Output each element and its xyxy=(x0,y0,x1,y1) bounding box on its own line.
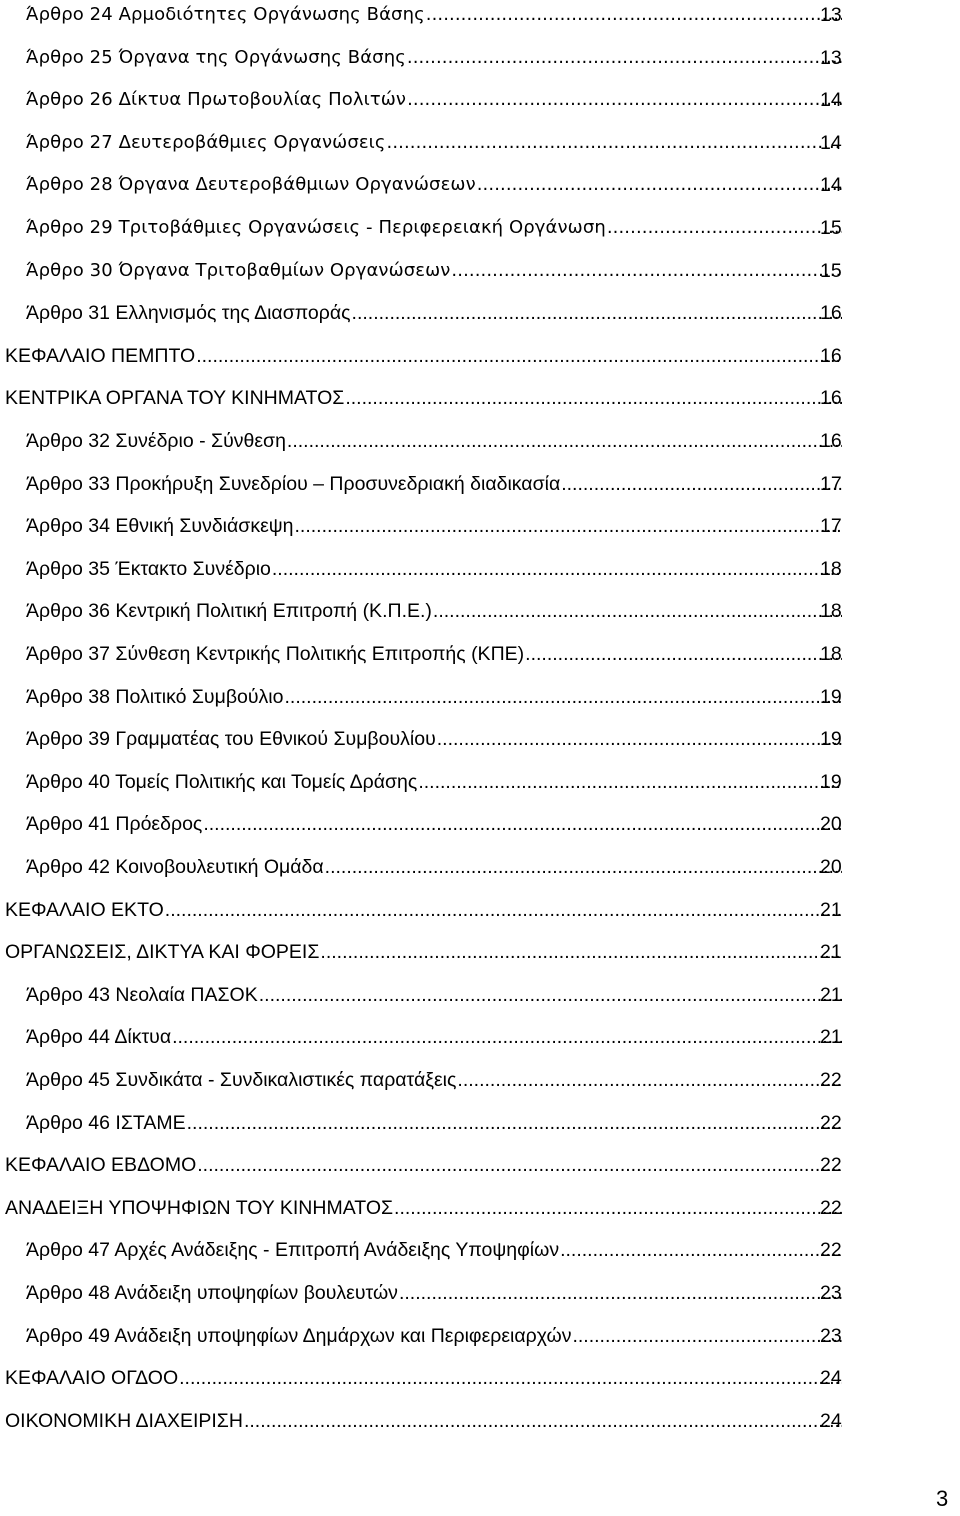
toc-entry-title: Άρθρο 44 Δίκτυα xyxy=(26,1026,172,1049)
toc-entry-line xyxy=(26,213,843,243)
toc-entry-page: 20 xyxy=(820,813,842,836)
toc-dot-leader xyxy=(572,1321,842,1351)
toc-dot-leader xyxy=(477,170,842,200)
toc-entry-page: 13 xyxy=(820,46,842,69)
toc-entry-title: Άρθρο 37 Σύνθεση Κεντρικής Πολιτικής Επιτροπής (ΚΠΕ) xyxy=(26,643,525,665)
toc-dot-leader xyxy=(284,682,842,712)
toc-entry-page: 17 xyxy=(820,472,842,495)
toc-entry-title: Άρθρο 47 Αρχές Ανάδειξης - Επιτροπή Ανάδειξης Υποψηφίων xyxy=(26,1239,560,1262)
toc-entry-line xyxy=(26,980,843,1010)
toc-entry-title: Άρθρο 48 Ανάδειξη υποψηφίων βουλευτών xyxy=(26,1282,398,1304)
toc-entry-title: ΚΕΦΑΛΑΙΟ ΕΒΔΟΜΟ xyxy=(5,1154,197,1177)
toc-dot-leader xyxy=(179,1363,842,1393)
toc-entry[interactable] xyxy=(0,1278,960,1308)
toc-entry-page: 16 xyxy=(820,344,842,367)
toc-entry-page: 21 xyxy=(820,983,842,1006)
toc-entry-line xyxy=(26,724,843,754)
toc-entry-line xyxy=(5,937,843,967)
toc-entry[interactable] xyxy=(0,128,960,158)
toc-entry-page: 24 xyxy=(820,1409,842,1432)
toc-entry-page: 16 xyxy=(820,302,842,325)
toc-entry-page: 18 xyxy=(820,643,842,665)
toc-entry-title: Άρθρο 35 Έκτακτο Συνέδριο xyxy=(26,557,271,580)
toc-entry-title: Άρθρο 49 Ανάδειξη υποψηφίων Δημάρχων και Περιφερειαρχών xyxy=(26,1324,572,1347)
toc-entry-page: 23 xyxy=(820,1282,842,1304)
toc-entry-title: ΚΕΦΑΛΑΙΟ ΕΚΤΟ xyxy=(5,898,164,921)
toc-entry-page: 13 xyxy=(820,4,842,26)
toc-entry-page: 14 xyxy=(820,174,842,197)
toc-entry[interactable] xyxy=(0,1406,960,1436)
toc-dot-leader xyxy=(407,85,842,115)
toc-entry-page: 19 xyxy=(820,685,842,708)
toc-entry-page: 19 xyxy=(820,770,842,793)
toc-dot-leader xyxy=(437,724,842,754)
toc-entry[interactable] xyxy=(0,170,960,200)
toc-dot-leader xyxy=(451,256,842,286)
toc-entry-line xyxy=(26,426,843,456)
toc-entry-page: 23 xyxy=(820,1324,842,1347)
toc-entry-title: ΚΕΝΤΡΙΚΑ ΟΡΓΑΝΑ ΤΟΥ ΚΙΝΗΜΑΤΟΣ xyxy=(5,387,345,410)
toc-entry-title: Άρθρο 24 Αρμοδιότητες Οργάνωσης Βάσης xyxy=(26,4,425,25)
toc-entry-title: Άρθρο 30 Όργανα Τριτοβαθμίων Οργανώσεων xyxy=(26,259,451,281)
toc-entry-page: 16 xyxy=(820,430,842,452)
toc-entry-line xyxy=(26,469,843,499)
toc-entry-title: Άρθρο 31 Ελληνισμός της Διασποράς xyxy=(26,302,351,325)
toc-entry-line xyxy=(26,43,843,73)
toc-dot-leader xyxy=(426,0,842,30)
toc-dot-leader xyxy=(399,1278,842,1308)
toc-entry-page: 14 xyxy=(820,89,842,112)
toc-entry-page: 22 xyxy=(820,1154,842,1177)
toc-entry-page: 22 xyxy=(820,1111,842,1134)
toc-entry-page: 20 xyxy=(820,856,842,878)
toc-entry-line xyxy=(5,1150,843,1180)
toc-entry-line xyxy=(5,341,843,371)
toc-dot-leader xyxy=(203,809,842,839)
toc-entry-title: Άρθρο 40 Τομείς Πολιτικής και Τομείς Δράσης xyxy=(26,770,418,793)
toc-dot-leader xyxy=(394,1193,842,1223)
toc-entry[interactable] xyxy=(0,426,960,456)
toc-dot-leader xyxy=(325,852,842,882)
toc-entry[interactable] xyxy=(0,1321,960,1351)
toc-entry[interactable] xyxy=(0,1363,960,1393)
toc-entry-title: Άρθρο 45 Συνδικάτα - Συνδικαλιστικές παρατάξεις xyxy=(26,1069,457,1091)
toc-entry-page: 18 xyxy=(820,557,842,580)
toc-entry[interactable] xyxy=(0,298,960,328)
toc-entry-line xyxy=(5,383,843,413)
toc-entry-title: ΚΕΦΑΛΑΙΟ ΠΕΜΠΤΟ xyxy=(5,344,196,367)
toc-dot-leader xyxy=(259,980,842,1010)
toc-entry-line xyxy=(26,128,843,158)
toc-entry-line xyxy=(26,298,843,328)
toc-entry-page: 15 xyxy=(820,259,842,282)
toc-entry[interactable] xyxy=(0,639,960,669)
toc-entry-title: Άρθρο 42 Κοινοβουλευτική Ομάδα xyxy=(26,856,324,878)
toc-entry-title: Άρθρο 29 Τριτοβάθμιες Οργανώσεις - Περιφερειακή Οργάνωση xyxy=(26,217,606,238)
toc-entry-page: 21 xyxy=(820,898,842,921)
toc-entry-line xyxy=(26,1065,843,1095)
toc-entry[interactable] xyxy=(0,1065,960,1095)
toc-entry-line xyxy=(26,852,843,882)
toc-entry-line xyxy=(26,554,843,584)
toc-entry-title: Άρθρο 27 Δευτεροβάθμιες Οργανώσεις xyxy=(26,131,386,153)
toc-entry-title: Άρθρο 39 Γραμματέας του Εθνικού Συμβουλίου xyxy=(26,728,436,751)
toc-entry-title: Άρθρο 43 Νεολαία ΠΑΣΟΚ xyxy=(26,983,258,1006)
toc-dot-leader xyxy=(525,639,842,669)
toc-entry[interactable] xyxy=(0,85,960,115)
toc-dot-leader xyxy=(352,298,842,328)
toc-entry-line xyxy=(26,170,843,200)
toc-entry-title: ΟΡΓΑΝΩΣΕΙΣ, ΔΙΚΤΥΑ ΚΑΙ ΦΟΡΕΙΣ xyxy=(5,941,320,964)
toc-entry-title: Άρθρο 32 Συνέδριο - Σύνθεση xyxy=(26,430,286,452)
toc-entry-page: 22 xyxy=(820,1196,842,1219)
toc-dot-leader xyxy=(345,383,842,413)
toc-entry-page: 19 xyxy=(820,728,842,751)
toc-entry[interactable] xyxy=(0,724,960,754)
toc-dot-leader xyxy=(387,128,842,158)
toc-entry-line xyxy=(26,639,843,669)
toc-entry[interactable] xyxy=(0,980,960,1010)
toc-entry-line xyxy=(26,85,843,115)
toc-dot-leader xyxy=(196,341,842,371)
toc-entry-line xyxy=(26,1278,843,1308)
toc-entry-page: 24 xyxy=(820,1367,842,1390)
toc-entry-line xyxy=(5,1363,843,1393)
toc-dot-leader xyxy=(320,937,842,967)
toc-entry[interactable] xyxy=(0,469,960,499)
toc-entry-line xyxy=(5,895,843,925)
toc-entry[interactable] xyxy=(0,341,960,371)
toc-dot-leader xyxy=(561,469,842,499)
toc-entry[interactable] xyxy=(0,1022,960,1052)
toc-entry[interactable] xyxy=(0,0,960,30)
toc-entry-title: Άρθρο 34 Εθνική Συνδιάσκεψη xyxy=(26,515,294,538)
toc-entry[interactable] xyxy=(0,1235,960,1265)
toc-entry-page: 17 xyxy=(820,515,842,538)
toc-entry-title: ΟΙΚΟΝΟΜΙΚΗ ΔΙΑΧΕΙΡΙΣΗ xyxy=(5,1409,243,1432)
toc-entry-line xyxy=(26,767,843,797)
toc-entry-page: 22 xyxy=(820,1069,842,1091)
toc-entry[interactable] xyxy=(0,682,960,712)
toc-entry-line xyxy=(26,1321,843,1351)
toc-dot-leader xyxy=(457,1065,842,1095)
toc-entry-line xyxy=(26,1108,843,1138)
toc-entry[interactable] xyxy=(0,213,960,243)
toc-entry-page: 21 xyxy=(820,1026,842,1049)
toc-dot-leader xyxy=(607,213,842,243)
toc-entry-line xyxy=(26,682,843,712)
toc-entry-title: Άρθρο 33 Προκήρυξη Συνεδρίου – Προσυνεδριακή διαδικασία xyxy=(26,472,561,495)
toc-entry-line xyxy=(26,1235,843,1265)
toc-entry-line xyxy=(26,596,843,626)
toc-entry[interactable] xyxy=(0,852,960,882)
toc-entry[interactable] xyxy=(0,554,960,584)
toc-entry-title: Άρθρο 28 Όργανα Δευτεροβάθμιων Οργανώσεων xyxy=(26,174,476,196)
toc-entry[interactable] xyxy=(0,596,960,626)
toc-entry[interactable] xyxy=(0,937,960,967)
toc-entry-line xyxy=(26,511,843,541)
toc-entry[interactable] xyxy=(0,511,960,541)
toc-entry-title: Άρθρο 25 Όργανα της Οργάνωσης Βάσης xyxy=(26,46,406,68)
toc-dot-leader xyxy=(165,895,842,925)
toc-entry-line xyxy=(26,1022,843,1052)
toc-entry-title: ΚΕΦΑΛΑΙΟ ΟΓΔΟΟ xyxy=(5,1367,179,1390)
toc-dot-leader xyxy=(187,1108,842,1138)
toc-entry-title: Άρθρο 38 Πολιτικό Συμβούλιο xyxy=(26,685,284,708)
toc-entry[interactable] xyxy=(0,256,960,286)
toc-entry-page: 22 xyxy=(820,1239,842,1262)
toc-entry-title: ΑΝΑΔΕΙΞΗ ΥΠΟΨΗΦΙΩΝ ΤΟΥ ΚΙΝΗΜΑΤΟΣ xyxy=(5,1196,394,1219)
toc-dot-leader xyxy=(418,767,842,797)
toc-entry[interactable] xyxy=(0,1108,960,1138)
toc-entry-page: 14 xyxy=(820,131,842,154)
toc-entry-line xyxy=(26,0,843,30)
toc-entry[interactable] xyxy=(0,43,960,73)
toc-entry[interactable] xyxy=(0,767,960,797)
toc-entry[interactable] xyxy=(0,1193,960,1223)
toc-entry-page: 16 xyxy=(820,387,842,410)
toc-dot-leader xyxy=(172,1022,842,1052)
toc-entry-title: Άρθρο 26 Δίκτυα Πρωτοβουλίας Πολιτών xyxy=(26,89,407,111)
toc-entry-title: Άρθρο 46 ΙΣΤΑΜΕ xyxy=(26,1111,186,1134)
toc-entry-page: 18 xyxy=(820,600,842,623)
toc-entry[interactable] xyxy=(0,383,960,413)
toc-entry[interactable] xyxy=(0,809,960,839)
toc-dot-leader xyxy=(287,426,842,456)
toc-entry-line xyxy=(5,1406,843,1436)
toc-entry-title: Άρθρο 36 Κεντρική Πολιτική Επιτροπή (Κ.Π.Ε.) xyxy=(26,600,432,623)
toc-entry[interactable] xyxy=(0,1150,960,1180)
toc-dot-leader xyxy=(433,596,842,626)
toc-entry-line xyxy=(5,1193,843,1223)
toc-dot-leader xyxy=(407,43,842,73)
toc-entry[interactable] xyxy=(0,895,960,925)
toc-entry-page: 15 xyxy=(820,217,842,239)
toc-entry-title: Άρθρο 41 Πρόεδρος xyxy=(26,813,203,836)
page-number: 3 xyxy=(936,1486,949,1511)
toc-dot-leader xyxy=(244,1406,842,1436)
toc-dot-leader xyxy=(560,1235,842,1265)
toc-dot-leader xyxy=(197,1150,842,1180)
toc-entry-page: 21 xyxy=(820,941,842,964)
toc-dot-leader xyxy=(272,554,842,584)
toc-dot-leader xyxy=(295,511,842,541)
toc-entry-line xyxy=(26,256,843,286)
toc-entry-line xyxy=(26,809,843,839)
